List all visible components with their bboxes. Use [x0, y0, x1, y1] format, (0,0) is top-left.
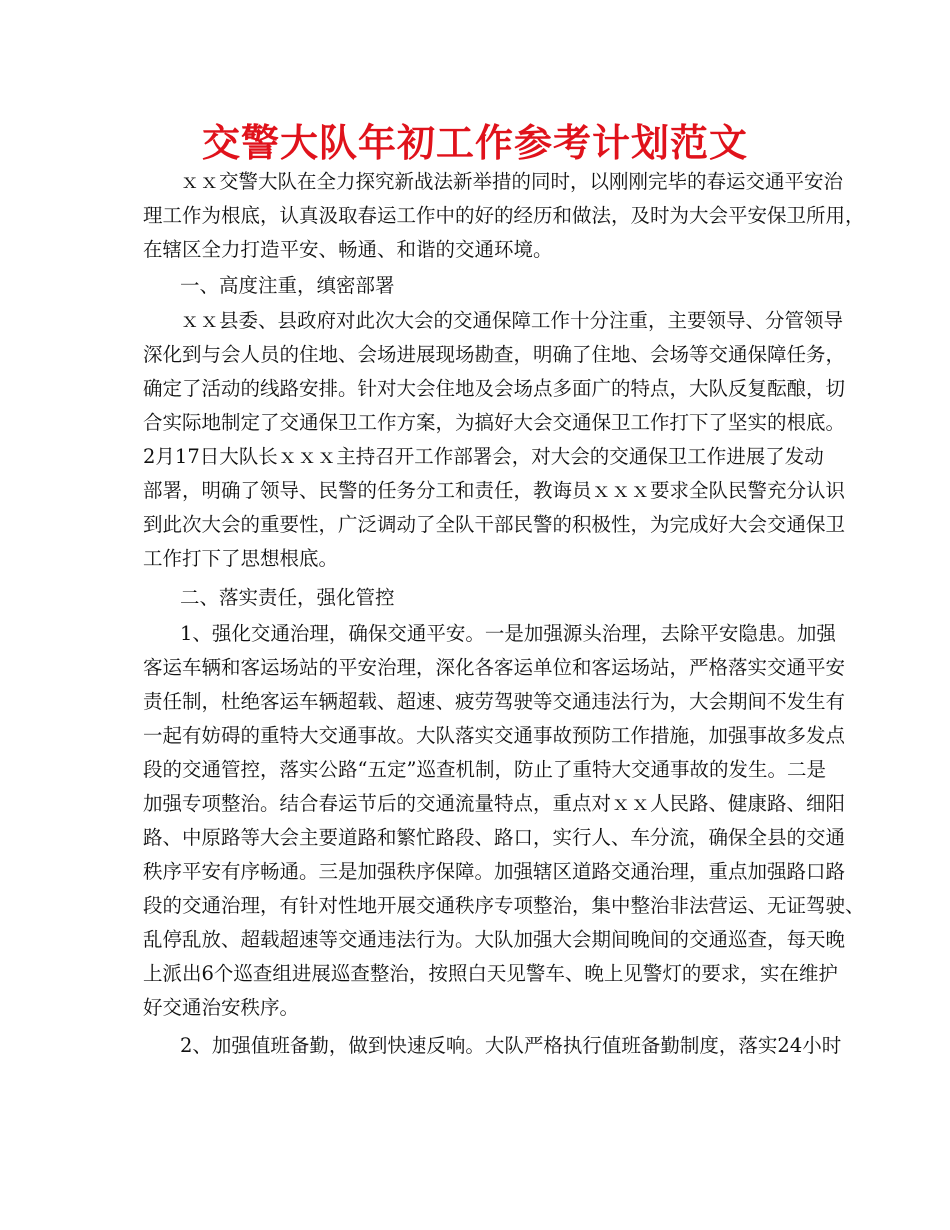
paragraph-line: 到此次大会的重要性，广泛调动了全队干部民警的积极性，为完成好大会交通保卫 [143, 513, 846, 536]
paragraph-line: 段的交通管控，落实公路“五定”巡查机制，防止了重特大交通事故的发生。二是 [143, 758, 826, 781]
paragraph-line: 工作打下了思想根底。 [143, 547, 339, 570]
paragraph-line: 深化到与会人员的住地、会场进展现场勘查，明确了住地、会场等交通保障任务， [143, 343, 846, 366]
paragraph-line: 理工作为根底，认真汲取春运工作中的好的经历和做法，及时为大会平安保卫所用， [143, 204, 865, 227]
paragraph-line: ｘｘ交警大队在全力探究新战法新举措的同时，以刚刚完毕的春运交通平安治 [180, 170, 844, 193]
paragraph-line: 客运车辆和客运场站的平安治理，深化各客运单位和客运场站，严格落实交通平安 [143, 656, 846, 679]
paragraph-line: 合实际地制定了交通保卫工作方案，为搞好大会交通保卫工作打下了坚实的根底。 [143, 411, 846, 434]
section-heading: 一、高度注重，缜密部署 [180, 274, 395, 297]
paragraph-line: 2月17日大队长ｘｘｘ主持召开工作部署会，对大会的交通保卫工作进展了发动 [143, 445, 824, 468]
paragraph-line: ｘｘ县委、县政府对此次大会的交通保障工作十分注重，主要领导、分管领导 [180, 309, 844, 332]
paragraph-line: 段的交通治理，有针对性地开展交通秩序专项整治，集中整治非法营运、无证驾驶、 [143, 894, 865, 917]
paragraph-line: 确定了活动的线路安排。针对大会住地及会场点多面广的特点，大队反复酝酿，切 [143, 377, 846, 400]
paragraph-line: 秩序平安有序畅通。三是加强秩序保障。加强辖区道路交通治理，重点加强路口路 [143, 860, 846, 883]
paragraph-line: 1、强化交通治理，确保交通平安。一是加强源头治理，去除平安隐患。加强 [180, 622, 836, 645]
paragraph-line: 上派出6个巡查组进展巡查整治，按照白天见警车、晚上见警灯的要求，实在维护 [143, 962, 838, 985]
document-title: 交警大队年初工作参考计划范文 [201, 121, 748, 165]
paragraph-line: 路、中原路等大会主要道路和繁忙路段、路口，实行人、车分流，确保全县的交通 [143, 826, 846, 849]
paragraph-line: 在辖区全力打造平安、畅通、和谐的交通环境。 [143, 238, 553, 261]
paragraph-line: 责任制，杜绝客运车辆超载、超速、疲劳驾驶等交通违法行为，大会期间不发生有 [143, 690, 846, 713]
paragraph-line: 一起有妨碍的重特大交通事故。大队落实交通事故预防工作措施，加强事故多发点 [143, 724, 846, 747]
paragraph-line: 2、加强值班备勤，做到快速反响。大队严格执行值班备勤制度，落实24小时 [180, 1034, 842, 1057]
paragraph-line: 乱停乱放、超载超速等交通违法行为。大队加强大会期间晚间的交通巡查，每天晚 [143, 928, 846, 951]
paragraph-line: 部署，明确了领导、民警的任务分工和责任，教诲员ｘｘｘ要求全队民警充分认识 [143, 479, 846, 502]
paragraph-line: 好交通治安秩序。 [143, 996, 300, 1019]
paragraph-line: 加强专项整治。结合春运节后的交通流量特点，重点对ｘｘ人民路、健康路、细阳 [143, 792, 846, 815]
section-heading: 二、落实责任，强化管控 [180, 586, 395, 609]
